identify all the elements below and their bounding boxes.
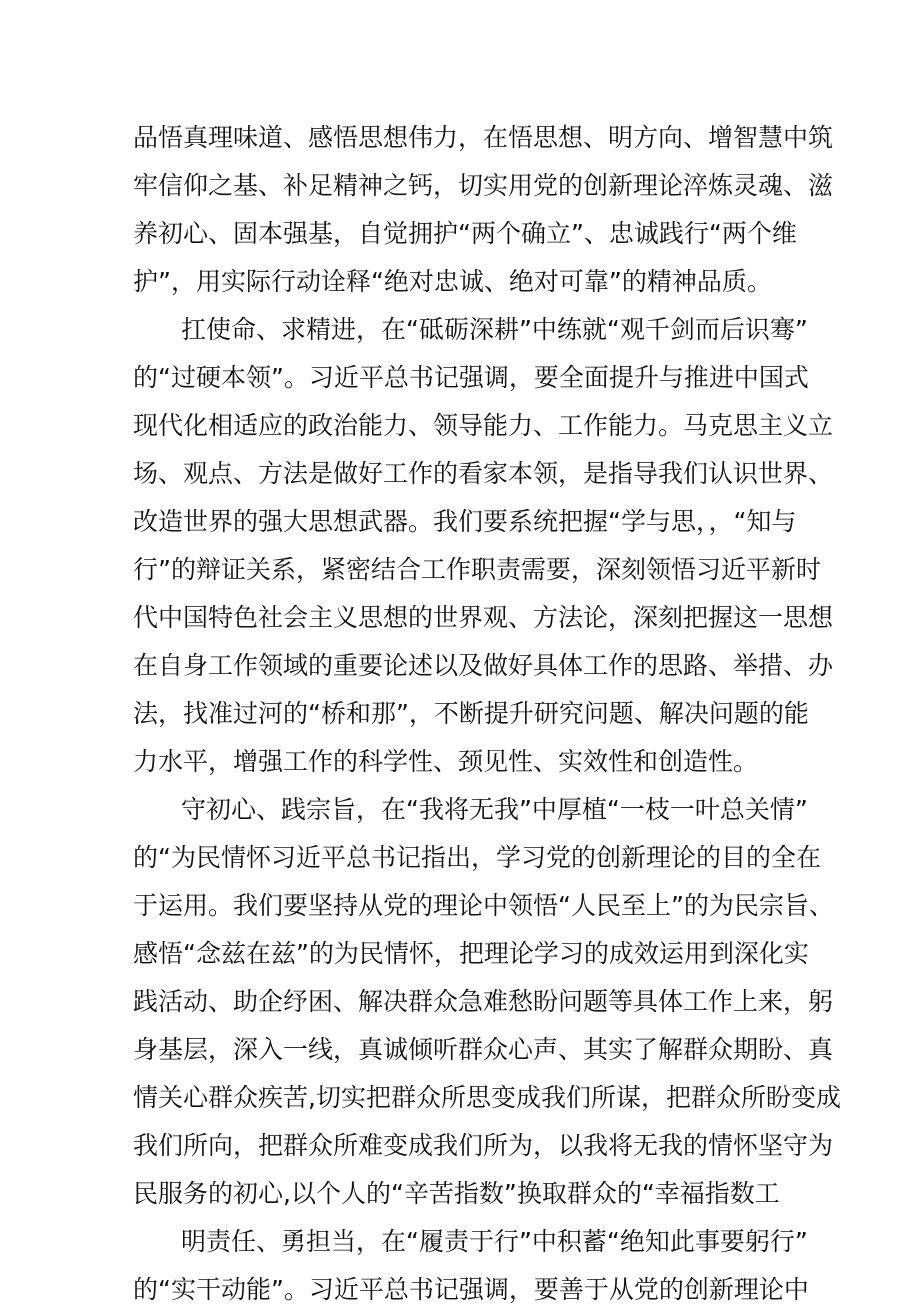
text-line: 现代化相适应的政治能力、领导能力、工作能力。马克思主义立 (133, 411, 834, 440)
text-line: 的“过硬本领”。习近平总书记强调，要全面提升与推进中国式 (133, 363, 809, 392)
text-line: 民服务的初心,以个人的“辛苦指数”换取群众的“幸福指数工 (133, 1179, 780, 1208)
text-line: 于运用。我们要坚持从党的理论中领悟“人民至上”的为民宗旨、 (133, 891, 834, 920)
text-line: 代中国特色社会主义思想的世界观、方法论，深刻把握这一思想 (133, 603, 834, 632)
text-line: 法，找准过河的“桥和那”，不断提升研究问题、解决问题的能 (133, 699, 809, 728)
text-line: 身基层，深入一线，真诚倾听群众心声、其实了解群众期盼、真 (133, 1035, 834, 1064)
text-line: 牢信仰之基、补足精神之钙，切实用党的创新理论淬炼灵魂、滋 (133, 171, 834, 200)
text-line: 我们所向，把群众所难变成我们所为，以我将无我的情怀坚守为 (133, 1131, 834, 1160)
text-line: 力水平，增强工作的科学性、颈见性、实效性和创造性。 (133, 747, 759, 776)
text-line: 的“为民情怀习近平总书记指出，学习党的创新理论的目的全在 (133, 843, 821, 872)
text-line: 的“实干动能”。习近平总书记强调，要善于从党的创新理论中 (133, 1275, 809, 1304)
document-body (133, 114, 841, 1314)
text-line: 感悟“念兹在兹”的为民情怀，把理论学习的成效运用到深化实 (133, 939, 809, 968)
text-line: 情关心群众疾苦,切实把群众所思变成我们所谋，把群众所盼变成 (133, 1083, 841, 1112)
text-line: 品悟真理味道、感悟思想伟力，在悟思想、明方向、增智慧中筑 (133, 123, 834, 152)
text-line: 场、观点、方法是做好工作的看家本领，是指导我们认识世界、 (133, 459, 834, 488)
text-line: 护”，用实际行动诠释“绝对忠诚、绝对可靠”的精神品质。 (133, 267, 772, 296)
text-line: 在自身工作领域的重要论述以及做好具体工作的思路、举措、办 (133, 651, 834, 680)
paragraph-start-line: 扛使命、求精进，在“砥砺深耕”中练就“观千剑而后识骞” (181, 315, 808, 344)
text-line: 行”的辩证关系，紧密结合工作职责需要，深刻领悟习近平新时 (133, 555, 821, 584)
text-line: 改造世界的强大思想武器。我们要系统把握“学与思，，“知与 (133, 507, 797, 536)
paragraph-start-line: 守初心、践宗旨，在“我将无我”中厚植“一枝一叶总关情” (181, 795, 808, 824)
text-line: 践活动、助企纾困、解决群众急难愁盼问题等具体工作上来，躬 (133, 987, 834, 1016)
text-line: 养初心、固本强基，自觉拥护“两个确立”、忠诚践行“两个维 (133, 219, 797, 248)
paragraph-start-line: 明责任、勇担当，在“履责于行”中积蓄“绝知此事要躬行” (181, 1227, 808, 1256)
